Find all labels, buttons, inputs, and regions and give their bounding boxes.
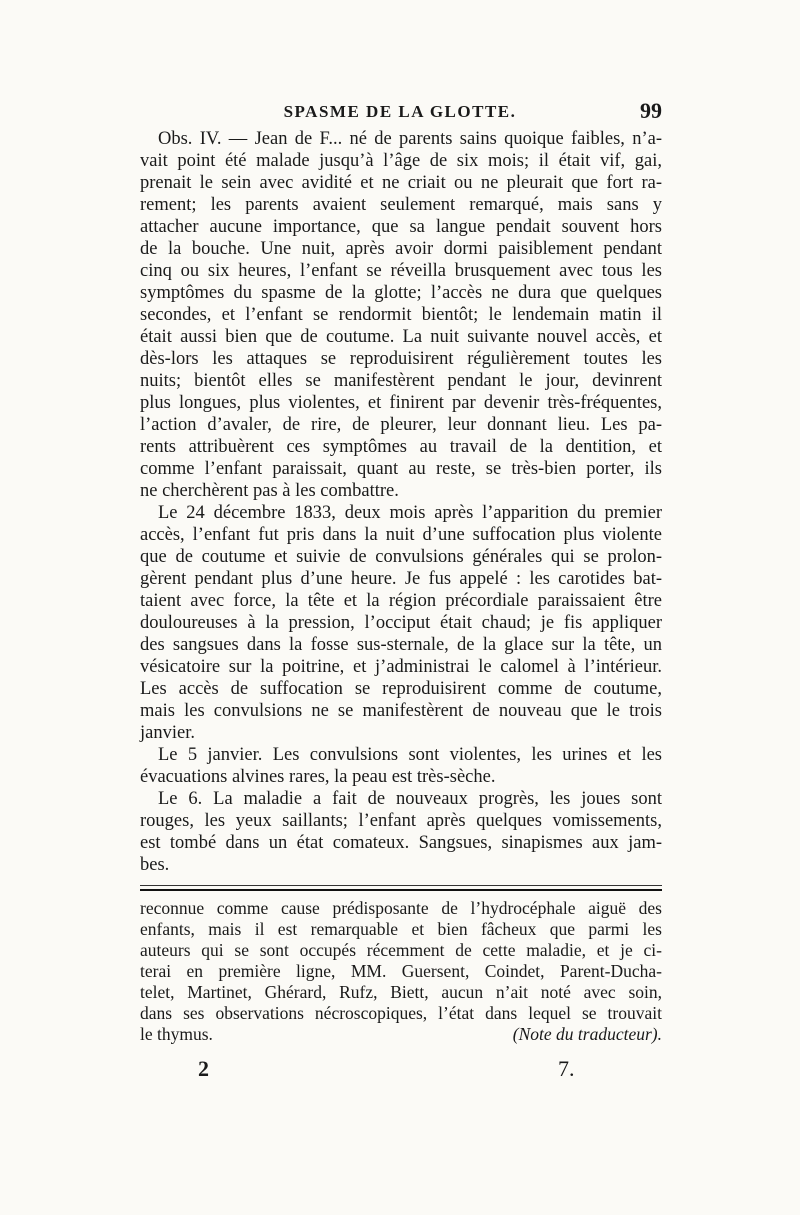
body-line: attacher aucune importance, que sa langue pendait souvent hors: [140, 217, 662, 237]
body-line: Le 24 décembre 1833, deux mois après l’apparition du premier: [158, 503, 662, 523]
body-line: douloureuses à la pression, l’occiput était chaud; je fis appliquer: [140, 613, 662, 633]
body-line: vésicatoire sur la poitrine, et j’administrai le calomel à l’intérieur.: [140, 657, 662, 677]
body-line: évacuations alvines rares, la peau est très-sèche.: [140, 767, 496, 787]
footnote-last-text: le thymus.: [140, 1024, 213, 1044]
footnote-line: auteurs qui se sont occupés récemment de cette maladie, et je ci-: [140, 940, 662, 960]
footnote: [140, 898, 662, 1045]
body-line: rents attribuèrent ces symptômes au travail de la dentition, et: [140, 437, 662, 457]
body-line: Le 6. La maladie a fait de nouveaux progrès, les joues sont: [158, 789, 662, 809]
footnote-line: dans ses observations nécroscopiques, l’état dans lequel se trouvait: [140, 1003, 662, 1023]
separator-thick-rule: [140, 889, 662, 891]
footnote-line: terai en première ligne, MM. Guersent, Coindet, Parent-Ducha-: [140, 961, 662, 981]
body-line: accès, l’enfant fut pris dans la nuit d’une suffocation plus violente: [140, 525, 662, 545]
signature-right: 7.: [558, 1056, 575, 1081]
page-header: [140, 100, 660, 130]
body-line: bes.: [140, 855, 170, 875]
footnote-attribution: (Note du traducteur).: [512, 1024, 662, 1044]
footnote-last-line: [140, 1024, 662, 1045]
body-line: de la bouche. Une nuit, après avoir dormi paisiblement pendant: [140, 239, 662, 259]
body-line: des sangsues dans la fosse sus-sternale, de la glace sur la tête, un: [140, 635, 662, 655]
body-line: symptômes du spasme de la glotte; l’accès ne dura que quelques: [140, 283, 662, 303]
signature-left: 2: [198, 1056, 209, 1081]
body-line: cinq ou six heures, l’enfant se réveilla brusquement avec tous les: [140, 261, 662, 281]
body-line: gèrent pendant plus d’une heure. Je fus appelé : les carotides bat-: [140, 569, 662, 589]
body-line: dès-lors les attaques se reproduisirent régulièrement toutes les: [140, 349, 662, 369]
body-line: secondes, et l’enfant se rendormit bientôt; le lendemain matin il: [140, 305, 662, 325]
body-line: prenait le sein avec avidité et ne criait ou ne pleurait que fort ra-: [140, 173, 662, 193]
body-line: Obs. IV. — Jean de F... né de parents sains quoique faibles, n’a-: [158, 129, 662, 149]
page-number: 99: [640, 98, 662, 123]
body-line: que de coutume et suivie de convulsions générales qui se prolon-: [140, 547, 662, 567]
body-line: ne cherchèrent pas à les combattre.: [140, 481, 399, 501]
signature-marks: [140, 1056, 662, 1086]
body-line: rement; les parents avaient seulement remarqué, mais sans y: [140, 195, 662, 215]
body-line: plus longues, plus violentes, et finirent par devenir très-fréquentes,: [140, 393, 662, 413]
footnote-separator: [140, 885, 662, 891]
footnote-line: telet, Martinet, Ghérard, Rufz, Biett, aucun n’ait noté avec soin,: [140, 982, 662, 1002]
footnote-line: reconnue comme cause prédisposante de l’hydrocéphale aiguë des: [140, 898, 662, 918]
body-line: nuits; bientôt elles se manifestèrent pendant le jour, devinrent: [140, 371, 662, 391]
body-line: est tombé dans un état comateux. Sangsues, sinapismes aux jam-: [140, 833, 662, 853]
footnote-line: enfants, mais il est remarquable et bien fâcheux que parmi les: [140, 919, 662, 939]
body-line: l’action d’avaler, de rire, de pleurer, leur donnant lieu. Les pa-: [140, 415, 662, 435]
body-line: mais les convulsions ne se manifestèrent de nouveau que le trois: [140, 701, 662, 721]
separator-thin-rule: [140, 885, 662, 886]
running-title: SPASME DE LA GLOTTE.: [283, 102, 517, 121]
body-text: [140, 128, 662, 876]
body-line: comme l’enfant paraissait, quant au reste, se très-bien porter, ils: [140, 459, 662, 479]
body-line: vait point été malade jusqu’à l’âge de six mois; il était vif, gai,: [140, 151, 662, 171]
body-line: était aussi bien que de coutume. La nuit suivante nouvel accès, et: [140, 327, 662, 347]
body-line: Les accès de suffocation se reproduisirent comme de coutume,: [140, 679, 662, 699]
body-line: janvier.: [140, 723, 195, 743]
body-line: taient avec force, la tête et la région précordiale paraissaient être: [140, 591, 662, 611]
body-line: rouges, les yeux saillants; l’enfant après quelques vomissements,: [140, 811, 662, 831]
body-line: Le 5 janvier. Les convulsions sont violentes, les urines et les: [158, 745, 662, 765]
